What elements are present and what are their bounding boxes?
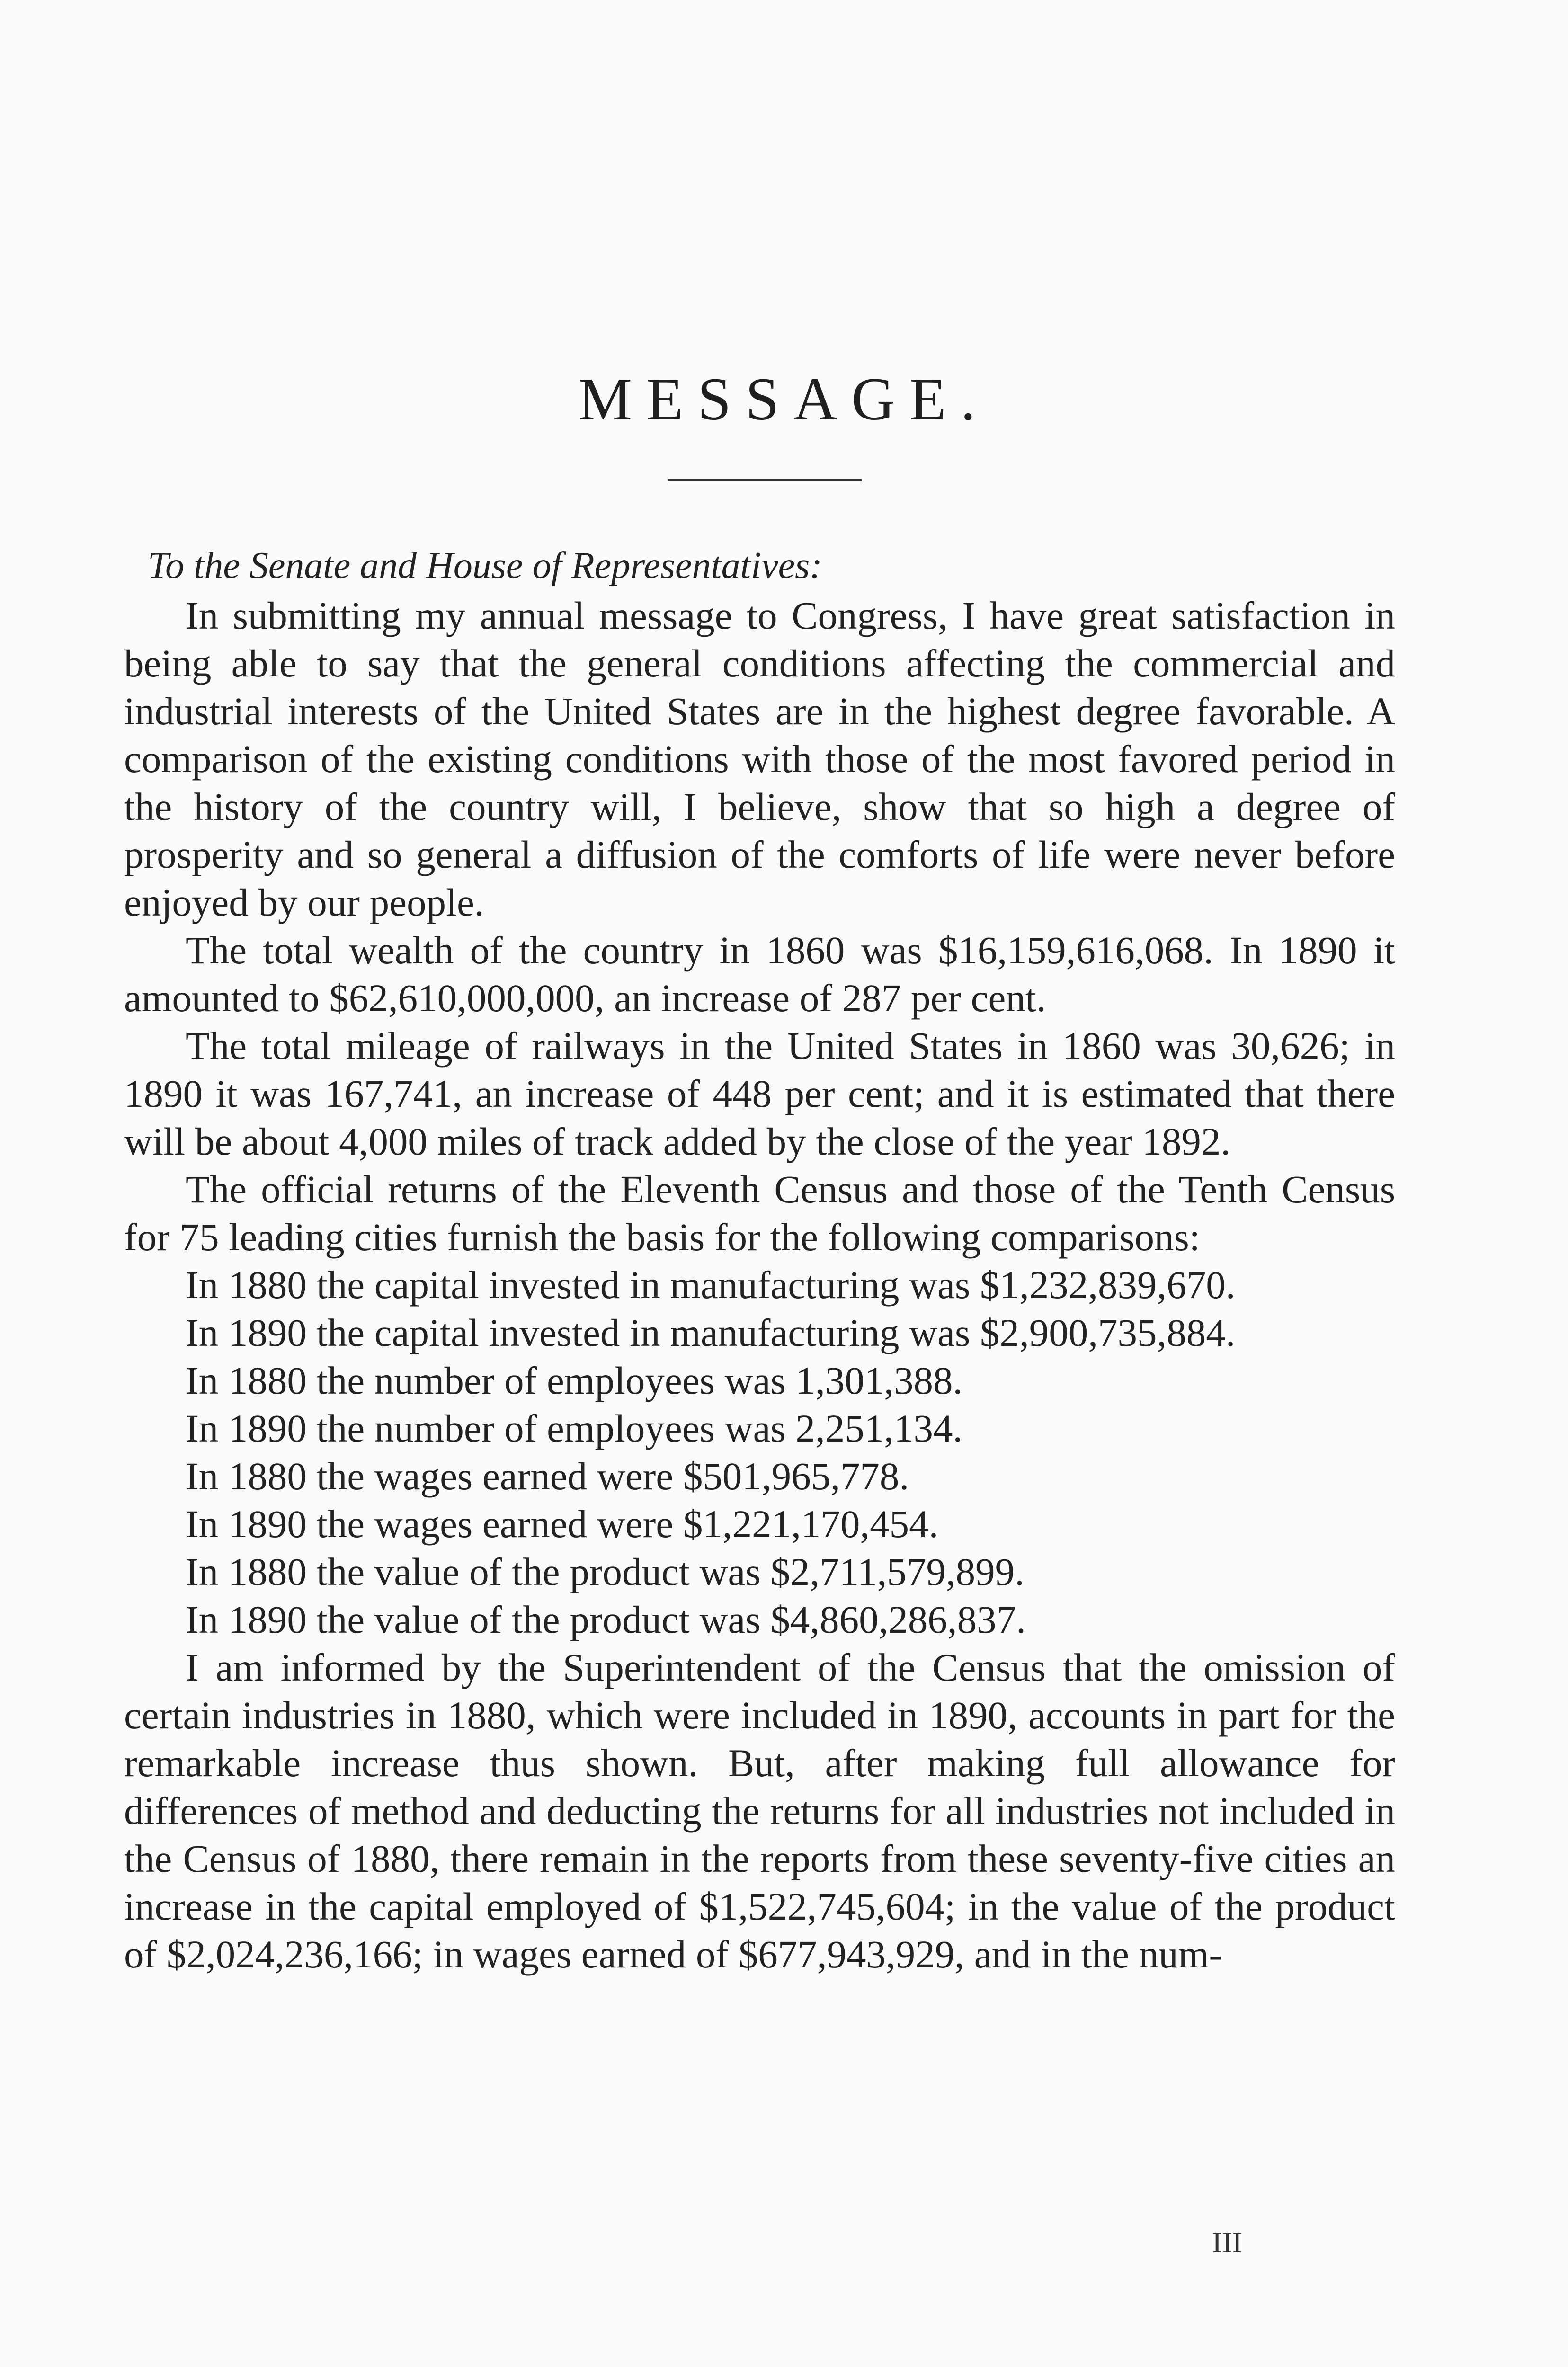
stat-line: In 1880 the number of employees was 1,301,388. [186, 1359, 963, 1402]
paragraph-wealth: The total wealth of the country in 1860 was $16,159,616,068. In 1890 it amounted to $62,610,000,000, an increase of 287 per cent. [124, 928, 1395, 1020]
paragraph-intro: In submitting my annual message to Congress, I have great satisfaction in being able to say that the general conditions affecting the commercial and industrial interests of the United States are in the highest degree favorable. A comparison of the existing conditions with those of the most favored period in the history of the country will, I believe, show that so high a degree of prosperity and so general a diffusion of the comforts of life were never before enjoyed by our people. [124, 594, 1395, 924]
stat-line: In 1880 the capital invested in manufacturing was $1,232,839,670. [186, 1263, 1236, 1307]
stat-line: In 1890 the number of employees was 2,251,134. [186, 1406, 963, 1450]
page-number: III [1212, 2225, 1242, 2259]
stat-line: In 1890 the value of the product was $4,860,286,837. [186, 1598, 1026, 1641]
paragraph-census-intro: The official returns of the Eleventh Census and those of the Tenth Census for 75 leading cities furnish the basis for the following comparisons: [124, 1167, 1395, 1259]
paragraph-closing: I am informed by the Superintendent of the Census that the omission of certain industries in 1880, which were included in 1890, accounts in part for the remarkable increase thus shown. But, after making full allowance for differences of method and deducting the returns for all industries not included in the Census of 1880, there remain in the reports from these seventy-five cities an increase in the capital employed of $1,522,745,604; in the value of the product of $2,024,236,166; in wages earned of $677,943,929, and in the num- [124, 1646, 1395, 1976]
paragraph-railways: The total mileage of railways in the United States in 1860 was 30,626; in 1890 it was 167,741, an increase of 448 per cent; and it is estimated that there will be about 4,000 miles of track added by the close of the year 1892. [124, 1024, 1395, 1163]
stat-line: In 1880 the wages earned were $501,965,778. [186, 1454, 909, 1498]
message-body [124, 592, 1395, 1978]
salutation: To the Senate and House of Representatives: [148, 545, 822, 587]
stat-line: In 1890 the capital invested in manufacturing was $2,900,735,884. [186, 1311, 1236, 1354]
title-rule [668, 479, 862, 481]
stat-line: In 1890 the wages earned were $1,221,170,454. [186, 1502, 939, 1546]
stat-line: In 1880 the value of the product was $2,711,579,899. [186, 1550, 1025, 1593]
page-title: MESSAGE. [578, 365, 990, 433]
